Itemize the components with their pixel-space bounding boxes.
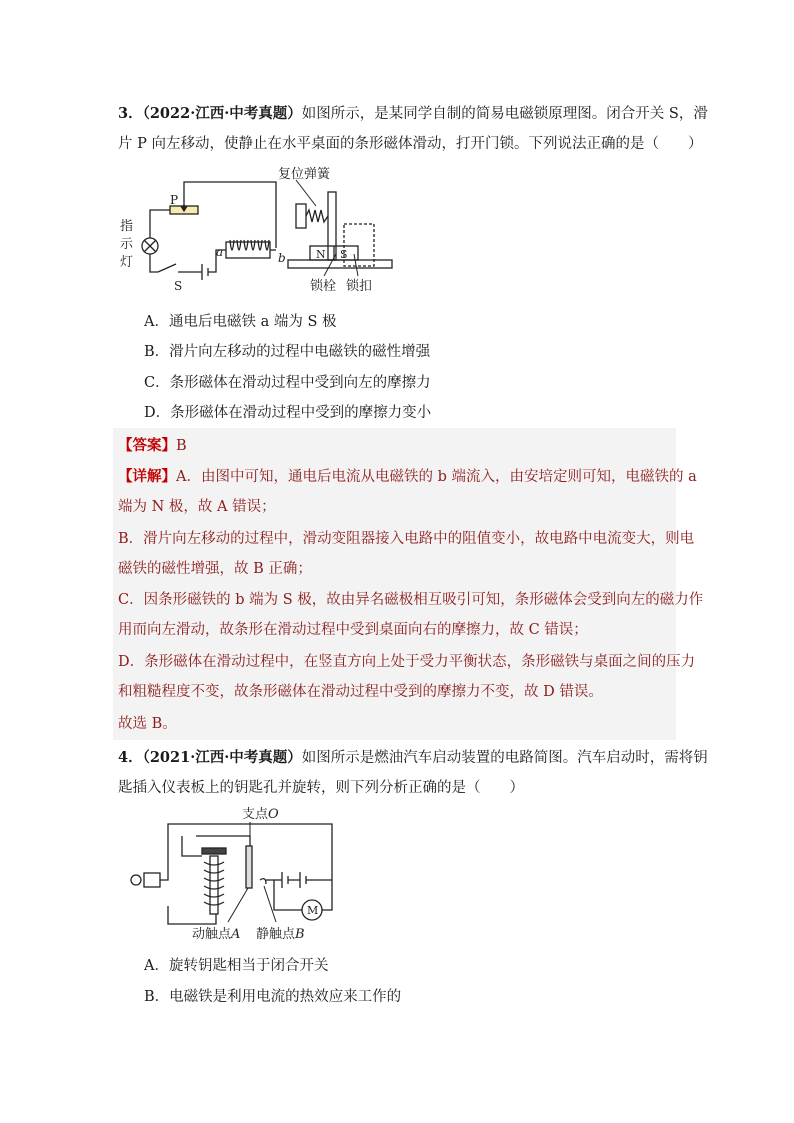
- q3-spring-pointer: [296, 180, 316, 206]
- q3-switch-label: S: [174, 279, 183, 293]
- q3-n-label: N: [316, 248, 326, 261]
- q3-a-label: a: [216, 245, 224, 259]
- q4-moving-label: 动触点A: [192, 927, 241, 942]
- q4-wire-inner-bottom: [168, 906, 216, 924]
- q3-detail-line-4: 磁铁的磁性增强，故 B 正确；: [118, 561, 312, 577]
- q3-detail-line-5: C．因条形磁铁的 b 端为 S 极，故由异名磁极相互吸引可知，条形磁体会受到向左的磁力作: [118, 592, 704, 608]
- q3-spring-wall: [296, 204, 306, 228]
- q3-text-line1: 如图所示，是某同学自制的简易电磁锁原理图。闭合开关 S，滑: [301, 106, 708, 122]
- q3-switch: [158, 264, 176, 272]
- q3-stem-line2: 片 P 向左移动，使静止在水平桌面的条形磁体滑动，打开门锁。下列说法正确的是（ ）: [118, 136, 703, 152]
- q3-b-label: b: [278, 251, 286, 265]
- q4-wire-motor: [274, 880, 302, 910]
- q3-option-c: C．条形磁体在滑动过程中受到向左的摩擦力: [144, 375, 431, 391]
- q3-lamp-label-1: 指: [120, 219, 134, 234]
- q4-key-head: [131, 875, 141, 885]
- q4-source: （2021·江西·中考真题）: [142, 749, 302, 766]
- q3-s-label: S: [340, 248, 348, 261]
- q3-answer-tag: 【答案】: [118, 437, 176, 454]
- q3-detail-line-1: [118, 467, 697, 487]
- q3-spring-label: 复位弹簧: [278, 167, 331, 182]
- q4-label-pointers: [228, 886, 276, 922]
- q3-detail-line-6: 用而向左滑动，故条形在滑动过程中受到桌面向右的摩擦力，故 C 错误；: [118, 622, 588, 638]
- q3-desk: [288, 260, 392, 268]
- q3-detail-text-1: A．由图中可知，通电后电流从电磁铁的 b 端流入，由安培定则可知，电磁铁的 a: [176, 469, 697, 485]
- q3-lamp-label-2: 示: [120, 237, 134, 252]
- q4-stem-line2: 匙插入仪表板上的钥匙孔并旋转，则下列分析正确的是（ ）: [118, 780, 524, 796]
- q4-text-line1: 如图所示是燃油汽车启动装置的电路简图。汽车启动时，需将钥: [301, 750, 708, 766]
- q3-bolt-label: 锁栓: [310, 279, 337, 294]
- q3-detail-line-3: B．滑片向左移动的过程中，滑动变阻器接入电路中的阻值变小，故电路中电流变大，则电: [118, 531, 695, 547]
- q4-figure: [126, 806, 362, 946]
- q3-answer-value: B: [176, 438, 187, 454]
- q4-static-label: 静触点B: [256, 927, 305, 942]
- q4-stem-line1: [118, 748, 708, 768]
- q3-lamp-label-3: 灯: [120, 255, 134, 270]
- q3-spring: [306, 210, 328, 222]
- q4-contact-bar: [246, 846, 252, 888]
- q3-wire-bottom-left: [150, 254, 158, 272]
- q3-wire-top: [184, 182, 276, 248]
- q4-static-contact: [260, 879, 266, 884]
- q4-key-body: [144, 873, 160, 887]
- q4-pivot-label: 支点O: [242, 807, 279, 822]
- q4-wire-inner-top: [182, 836, 202, 856]
- q4-motor-label: M: [307, 904, 319, 917]
- q3-option-b: B．滑片向左移动的过程中电磁铁的磁性增强: [144, 344, 431, 360]
- q3-p-label: P: [170, 193, 179, 207]
- q3-number: 3．: [118, 105, 143, 122]
- q3-stem-line1: [118, 104, 708, 124]
- q3-detail-line-9: 故选 B。: [118, 716, 177, 732]
- q3-option-d: D．条形磁体在滑动过程中受到的摩擦力变小: [144, 405, 432, 421]
- q3-bolt-rod: [328, 192, 336, 260]
- q3-lamp-cross: [144, 240, 156, 252]
- q4-option-a: A．旋转钥匙相当于闭合开关: [144, 958, 329, 974]
- q3-option-a: A．通电后电磁铁 a 端为 S 极: [144, 314, 337, 330]
- q3-detail-line-2: 端为 N 极，故 A 错误；: [118, 499, 276, 515]
- q3-figure: [118, 164, 408, 300]
- q3-detail-line-8: 和粗糙程度不变，故条形磁体在滑动过程中受到的摩擦力不变，故 D 错误。: [118, 684, 603, 700]
- q4-armature-plate: [202, 848, 226, 854]
- q4-lever-arm: [196, 836, 250, 846]
- q3-detail-tag: 【详解】: [118, 468, 176, 485]
- q3-latch-label: 锁扣: [346, 279, 373, 294]
- q3-answer-line: [118, 436, 187, 456]
- q3-wire-left: [150, 210, 170, 238]
- q4-wire-motor-right: [322, 880, 332, 910]
- q4-coil: [204, 862, 224, 905]
- q4-number: 4．: [118, 749, 143, 766]
- q4-option-b: B．电磁铁是利用电流的热效应来工作的: [144, 989, 402, 1005]
- q3-detail-line-7: D．条形磁体在滑动过程中，在竖直方向上处于受力平衡状态，条形磁铁与桌面之间的压力: [118, 654, 696, 670]
- q3-battery: [202, 264, 208, 280]
- q3-source: （2022·江西·中考真题）: [142, 105, 302, 122]
